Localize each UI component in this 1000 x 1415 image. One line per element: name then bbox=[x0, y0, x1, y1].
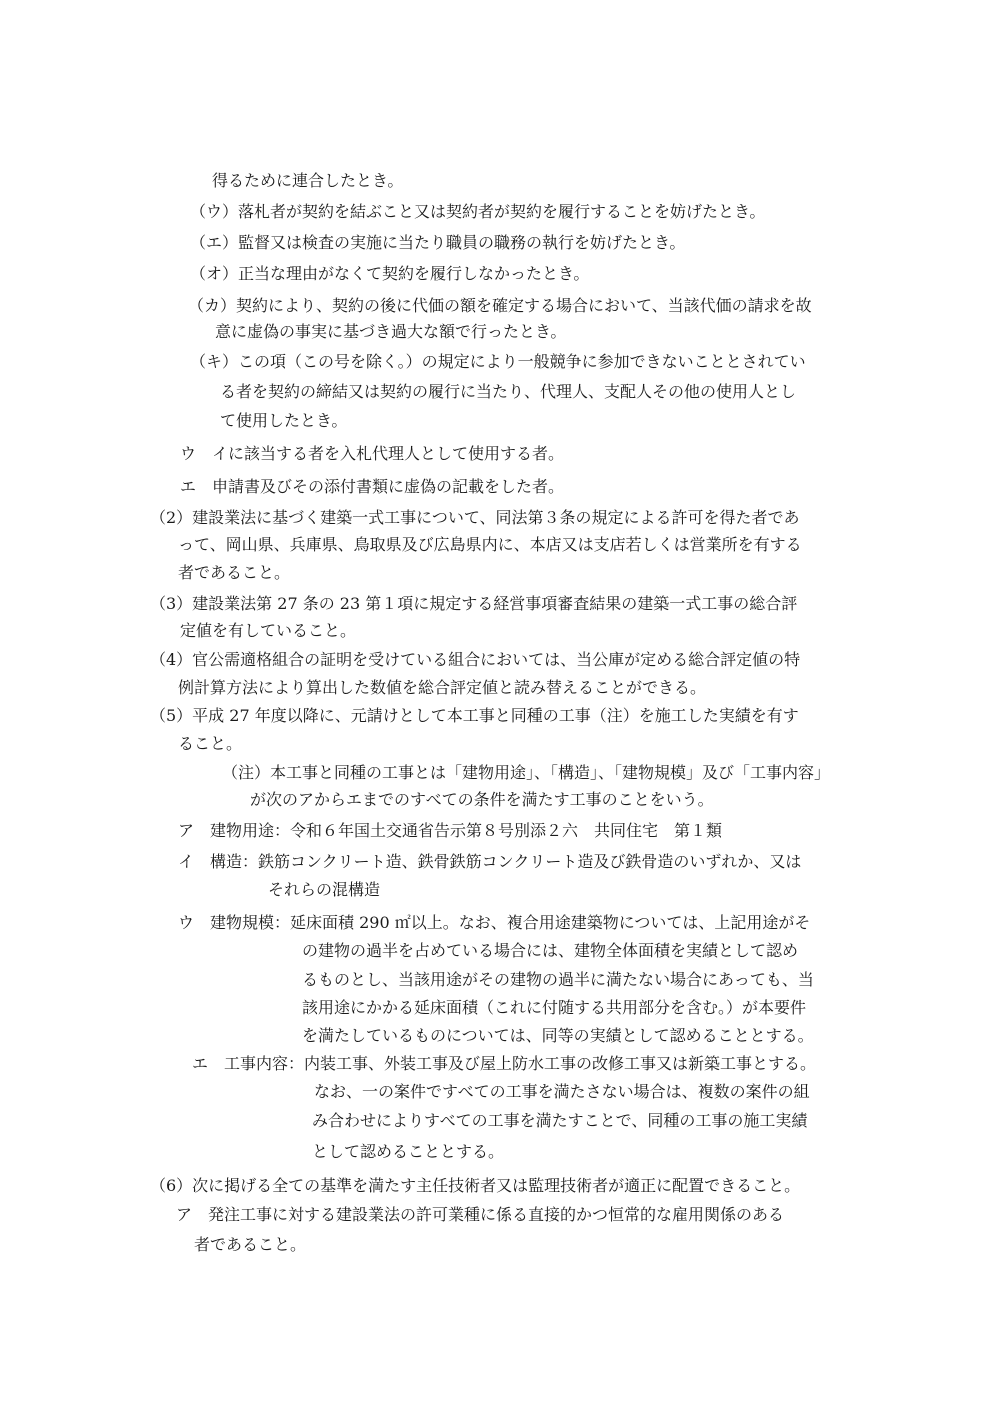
text-line: ア 建物用途：令和６年国土交通省告示第８号別添２六 共同住宅 第１類 bbox=[178, 821, 723, 840]
text-line: るものとし、当該用途がその建物の過半に満たない場合にあっても、当 bbox=[302, 970, 814, 989]
text-line: 意に虚偽の事実に基づき過大な額で行ったとき。 bbox=[215, 322, 567, 341]
text-line: る者を契約の締結又は契約の履行に当たり、代理人、支配人その他の使用人とし bbox=[220, 382, 797, 401]
text-line: イ 構造：鉄筋コンクリート造、鉄骨鉄筋コンクリート造及び鉄骨造のいずれか、又は bbox=[178, 852, 802, 871]
text-line: （カ）契約により、契約の後に代価の額を確定する場合において、当該代価の請求を故 bbox=[188, 296, 812, 315]
text-line: （4）官公需適格組合の証明を受けている組合においては、当公庫が定める総合評定値の特 bbox=[150, 650, 801, 669]
text-line: 得るために連合したとき。 bbox=[212, 171, 404, 190]
text-line: エ 申請書及びその添付書類に虚偽の記載をした者。 bbox=[180, 477, 565, 496]
text-line: を満たしているものについては、同等の実績として認めることとする。 bbox=[302, 1026, 814, 1045]
text-line: 定値を有していること。 bbox=[180, 621, 357, 640]
text-line: （6）次に掲げる全ての基準を満たす主任技術者又は監理技術者が適正に配置できること。 bbox=[150, 1176, 801, 1195]
text-line: の建物の過半を占めている場合には、建物全体面積を実績として認め bbox=[302, 941, 799, 960]
text-line: ウ イに該当する者を入札代理人として使用する者。 bbox=[180, 444, 565, 463]
text-line: （3）建設業法第 27 条の 23 第１項に規定する経営事項審査結果の建築一式工事の総合評 bbox=[150, 594, 798, 613]
text-line: 者であること。 bbox=[194, 1235, 307, 1254]
text-line: （キ）この項（この号を除く。）の規定により一般競争に参加できないこととされてい bbox=[190, 352, 806, 371]
text-line: 例計算方法により算出した数値を総合評定値と読み替えることができる。 bbox=[178, 678, 707, 697]
text-line: それらの混構造 bbox=[268, 880, 381, 899]
text-line: エ 工事内容：内装工事、外装工事及び屋上防水工事の改修工事又は新築工事とする。 bbox=[192, 1054, 817, 1073]
text-line: て使用したとき。 bbox=[220, 411, 348, 430]
text-line: ること。 bbox=[178, 734, 243, 753]
text-line: なお、一の案件ですべての工事を満たさない場合は、複数の案件の組 bbox=[314, 1082, 810, 1101]
text-line: （注）本工事と同種の工事とは「建物用途」、「構造」、「建物規模」及び「工事内容」 bbox=[222, 763, 831, 782]
text-line: 該用途にかかる延床面積（これに付随する共用部分を含む。）が本要件 bbox=[302, 998, 807, 1017]
text-line: って、岡山県、兵庫県、鳥取県及び広島県内に、本店又は支店若しくは営業所を有する bbox=[178, 535, 802, 554]
text-line: （ウ）落札者が契約を結ぶこと又は契約者が契約を履行することを妨げたとき。 bbox=[190, 202, 766, 221]
text-line: ウ 建物規模：延床面積 290 ㎡以上。なお、複合用途建築物については、上記用途がそ bbox=[178, 913, 811, 932]
text-line: み合わせによりすべての工事を満たすことで、同種の工事の施工実績 bbox=[312, 1111, 808, 1130]
text-line: （エ）監督又は検査の実施に当たり職員の職務の執行を妨げたとき。 bbox=[190, 233, 686, 252]
text-line: が次のアからエまでのすべての条件を満たす工事のことをいう。 bbox=[250, 790, 714, 809]
text-line: として認めることとする。 bbox=[312, 1142, 505, 1161]
text-line: 者であること。 bbox=[178, 563, 291, 582]
text-line: （5）平成 27 年度以降に、元請けとして本工事と同種の工事（注）を施工した実績を有す bbox=[150, 706, 799, 725]
text-line: （2）建設業法に基づく建築一式工事について、同法第３条の規定による許可を得た者であ bbox=[150, 508, 800, 527]
text-line: ア 発注工事に対する建設業法の許可業種に係る直接的かつ恒常的な雇用関係のある bbox=[176, 1205, 785, 1224]
text-line: （オ）正当な理由がなくて契約を履行しなかったとき。 bbox=[190, 264, 590, 283]
